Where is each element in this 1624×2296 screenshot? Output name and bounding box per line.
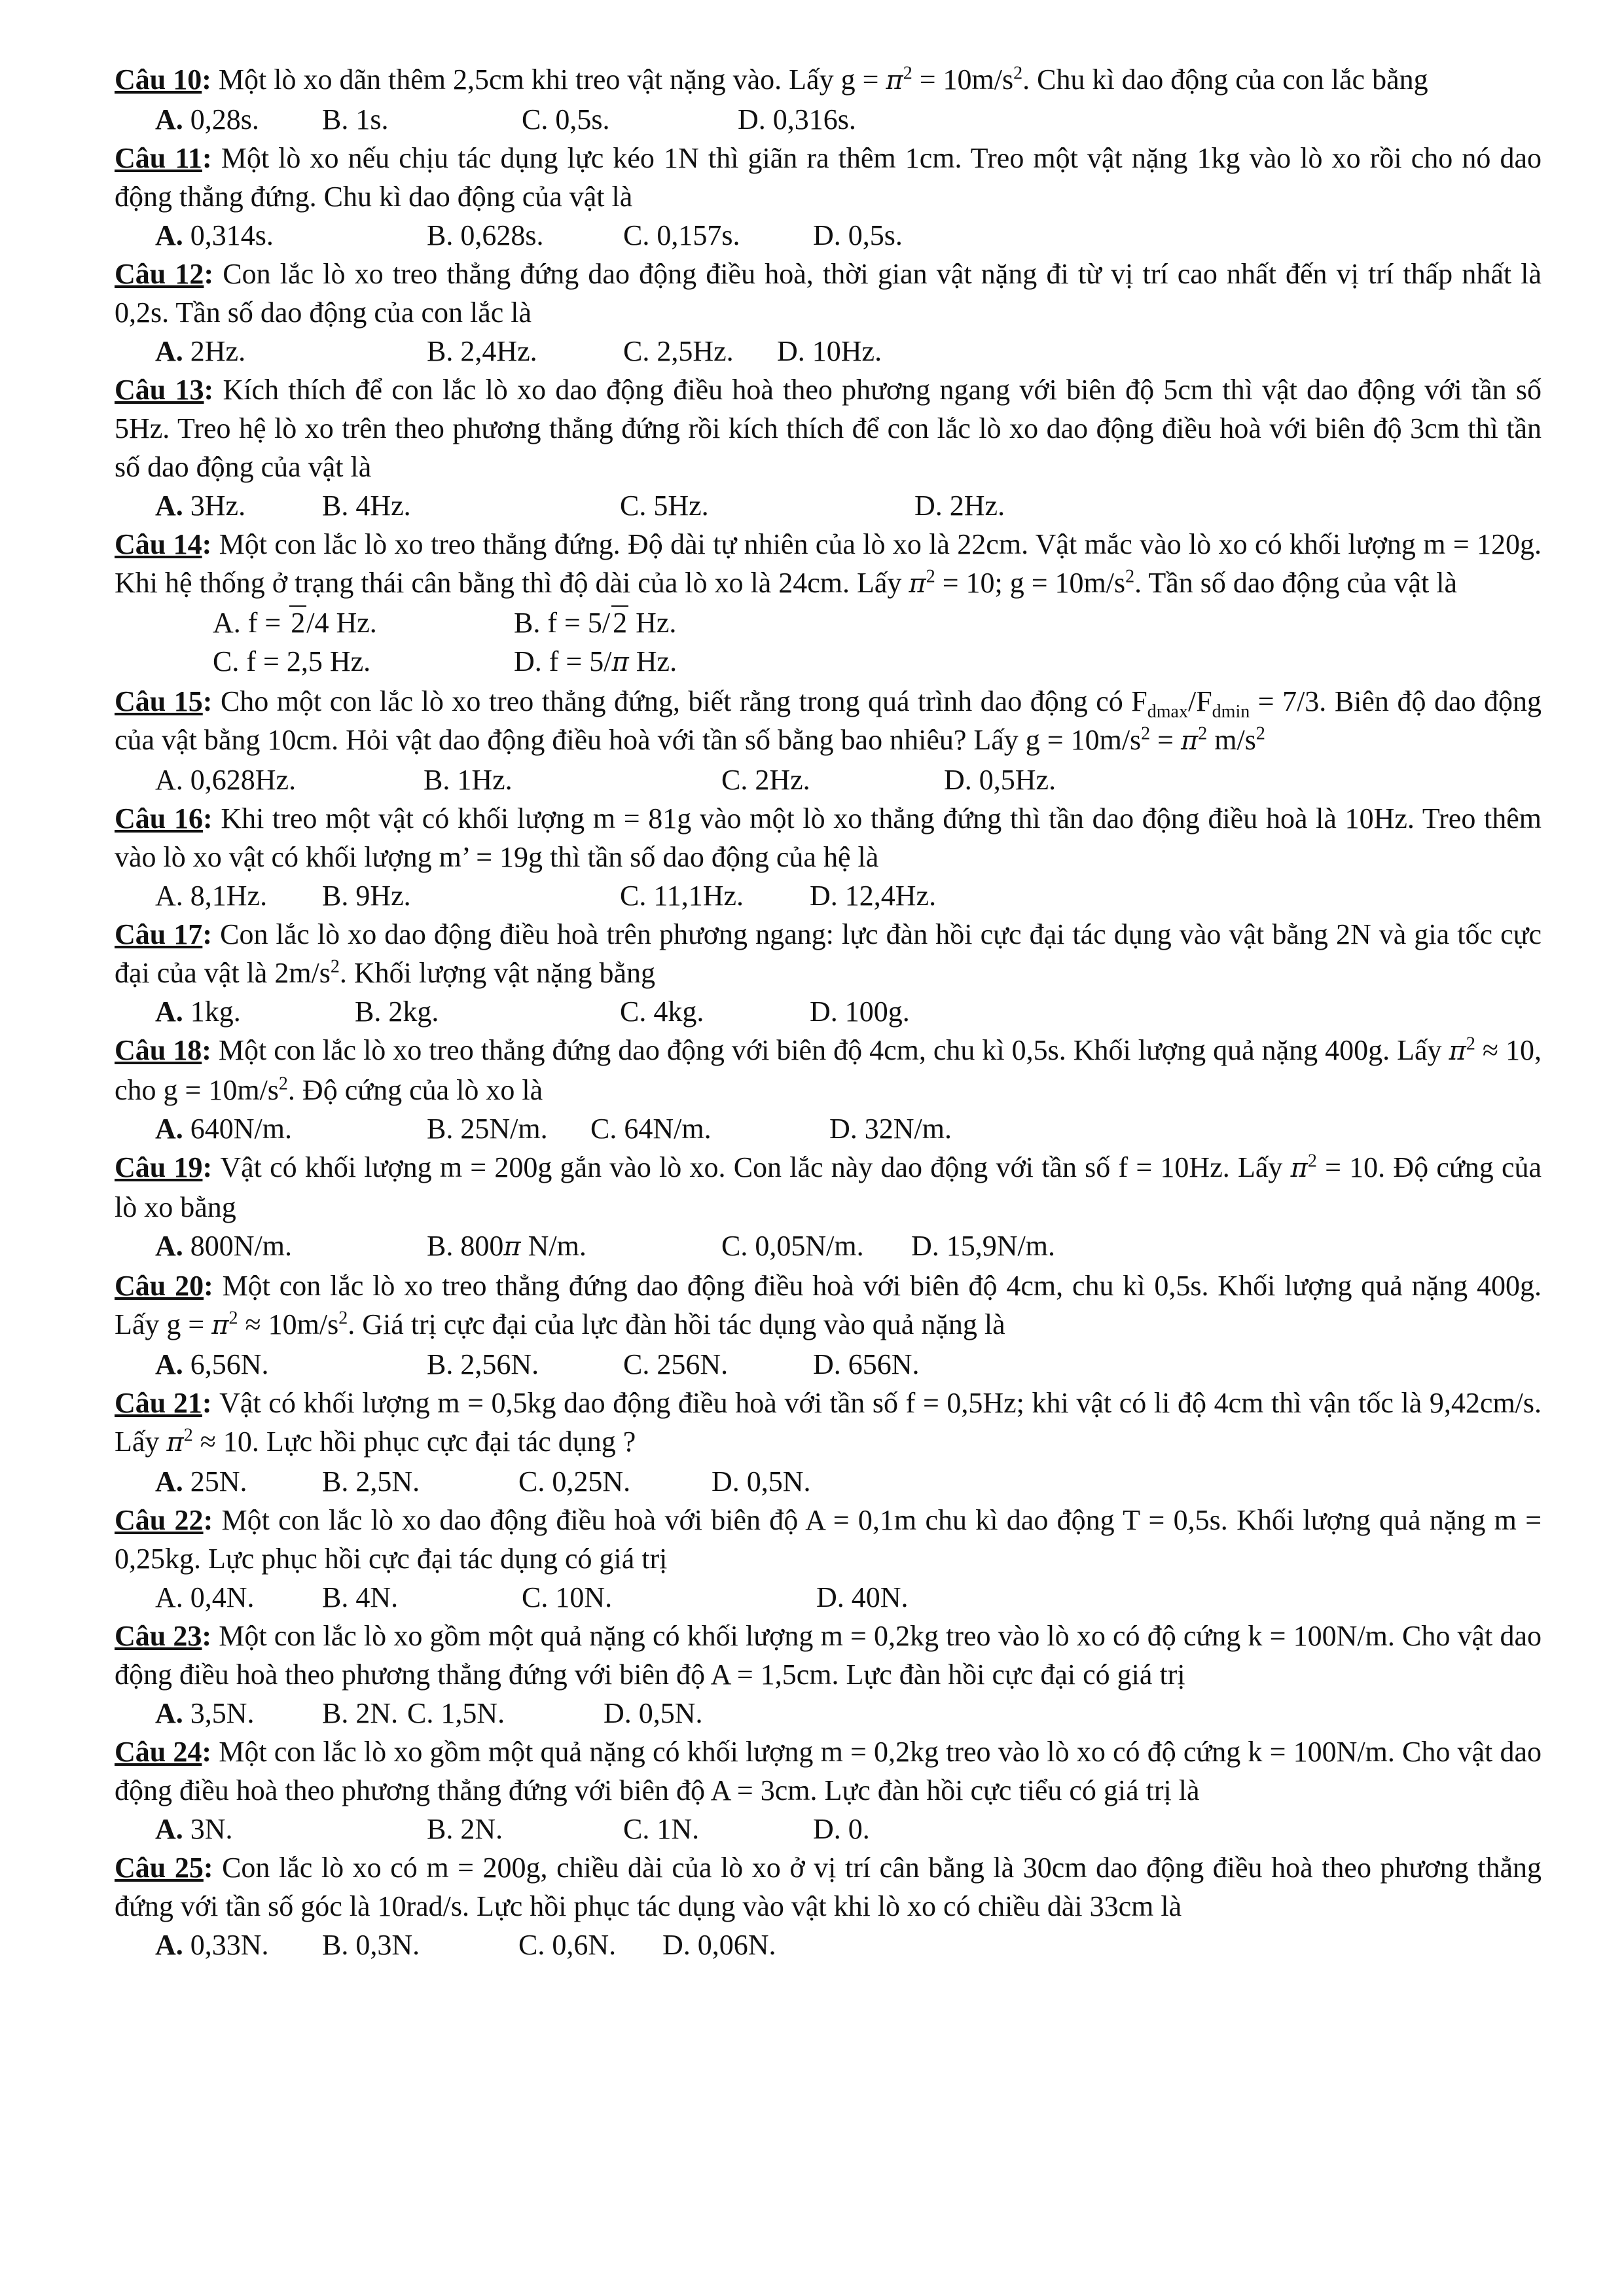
option-key: A. [155,1929,183,1961]
option-d [712,1462,811,1501]
option-text: 1kg. [190,996,241,1028]
option-text: 1Hz. [457,764,513,796]
option-b [322,876,620,915]
question-text: Một con lắc lò xo gồm một quả nặng có khối lượng m = 0,2kg treo vào lò xo có độ cứng k = 100N/m. Cho vật dao động điều hoà theo phương thẳng đứng với biên độ A = 3cm. Lực đàn hồi cực tiểu có giá trị là [115,1736,1542,1806]
option-key: A. [155,103,183,135]
option-d [944,761,1056,799]
options-row [115,761,1542,799]
option-text: 4Hz. [355,490,411,522]
option-text: 40N. [851,1581,909,1613]
option-key: D. [777,335,805,367]
option-key: A. [155,1465,183,1498]
option-key: B. [322,1697,349,1729]
option-text: 0,28s. [190,103,259,135]
option-text: 0,5s. [555,103,610,135]
options-row [115,1926,1542,1964]
option-text: 11,1Hz. [653,880,744,912]
question-label: Câu 20 [115,1270,204,1302]
option-text: 2,56N. [460,1348,539,1380]
option-text: 100g. [844,996,910,1028]
option-c [518,1926,662,1964]
option-key: D. [813,1813,841,1845]
option-text: 0,628s. [460,219,544,251]
option-text: 2,4Hz. [460,335,537,367]
question [115,1266,1542,1384]
question [115,525,1542,682]
question-label: Câu 16 [115,802,203,834]
option-text: 32N/m. [864,1113,952,1145]
option-key: A. [155,219,183,251]
option-key: D. [738,103,766,135]
question-stem: Câu 11: Một lò xo nếu chịu tác dụng lực kéo 1N thì giãn ra thêm 1cm. Treo một vật nặng 1kg vào lò xo rồi cho nó dao động thẳng đứng. Chu kì dao động của vật là [115,142,1542,213]
option-key: C. [623,335,650,367]
question-label: Câu 25 [115,1852,204,1884]
option-d [911,1227,1055,1266]
option-key: B. [322,1929,349,1961]
option-c [407,1694,604,1732]
options-row [115,1462,1542,1501]
option-text: 2Hz. [190,335,246,367]
option-text: 800π N/m. [460,1230,586,1262]
option-text: 0,6N. [552,1929,617,1961]
option-key: A. [155,490,183,522]
question-stem: Câu 20: Một con lắc lò xo treo thẳng đứng dao động điều hoà với biên độ 4cm, chu kì 0,5s. Khối lượng quả nặng 400g. Lấy $g = \pi^2 \approx 10m/s^2$. Giá trị cực đại của lực đàn hồi tác dụng vào quả nặng là [115,1270,1542,1340]
option-a [155,1578,322,1617]
options-row [115,1227,1542,1266]
option-key: C. [407,1697,434,1729]
question [115,1501,1542,1617]
option-b [322,1694,407,1732]
option-text: 0,628Hz. [190,764,297,796]
option-text: 2,5Hz. [657,335,734,367]
question-text: Con lắc lò xo có m = 200g, chiều dài của lò xo ở vị trí cân bằng là 30cm dao động điều hoà theo phương thẳng đứng với tần số góc là 10rad/s. Lực hồi phục tác dụng vào vật khi lò xo có chiều dài 33cm là [115,1852,1542,1922]
question-text: Một lò xo nếu chịu tác dụng lực kéo 1N thì giãn ra thêm 1cm. Treo một vật nặng 1kg vào lò xo rồi cho nó dao động thẳng đứng. Chu kì dao động của vật là [115,142,1542,213]
option-a [155,216,427,255]
option-b [514,603,676,642]
option-text: 0. [848,1813,870,1845]
option-key: A. [155,1348,183,1380]
option-a [155,761,424,799]
option-d [777,332,882,370]
option-key: B. [514,607,541,639]
option-text: f = 2/4 Hz. [247,607,377,639]
option-text: 1s. [355,103,389,135]
option-key: C. [213,645,240,677]
question [115,1848,1542,1964]
question-stem: Câu 14: Một con lắc lò xo treo thẳng đứng. Độ dài tự nhiên của lò xo là 22cm. Vật mắc vào lò xo có khối lượng m = 120g. Khi hệ thống ở trạng thái cân bằng thì độ dài của lò xo là 24cm. Lấy $\pi^2 = 10$; $g = 10m/s^2$. Tần số dao động của vật là [115,528,1542,599]
option-key: D. [662,1929,691,1961]
option-text: 2N. [355,1697,399,1729]
option-text: 3,5N. [190,1697,255,1729]
option-text: 3N. [190,1813,233,1845]
option-text: 0,3N. [355,1929,420,1961]
question-stem: Câu 24: Một con lắc lò xo gồm một quả nặng có khối lượng m = 0,2kg treo vào lò xo có độ cứng k = 100N/m. Cho vật dao động điều hoà theo phương thẳng đứng với biên độ A = 3cm. Lực đàn hồi cực tiểu có giá trị là [115,1736,1542,1806]
option-text: 10Hz. [812,335,882,367]
option-key: D. [914,490,943,522]
question-stem: Câu 16: Khi treo một vật có khối lượng m = 81g vào một lò xo thẳng đứng thì tần dao động điều hoà là 10Hz. Treo thêm vào lò xo vật có khối lượng m’ = 19g thì tần số dao động của hệ là [115,802,1542,873]
option-d [514,642,677,682]
option-text: 2kg. [388,996,439,1028]
option-text: 0,314s. [190,219,274,251]
option-b [322,486,620,525]
option-text: 2N. [460,1813,503,1845]
question [115,1031,1542,1148]
option-text: 25N/m. [460,1113,548,1145]
question-stem: Câu 15: Cho một con lắc lò xo treo thẳng đứng, biết rằng trong quá trình dao động có $F_{dmax}/F_{dmin} = 7/3$. Biên độ dao động của vật bằng 10cm. Hỏi vật dao động điều hoà với tần số bằng bao nhiêu? Lấy $g = 10m/s^2 = \pi^2$ $m/s^2$ [115,685,1542,756]
question-text: Một con lắc lò xo treo thẳng đứng dao động điều hoà với biên độ 4cm, chu kì 0,5s. Khối lượng quả nặng 400g. Lấy $g = \pi^2 \approx 10m/s^2$. Giá trị cực đại của lực đàn hồi tác dụng vào quả nặng là [115,1270,1542,1340]
options-row [115,1578,1542,1617]
question-stem: Câu 21: Vật có khối lượng m = 0,5kg dao động điều hoà với tần số f = 0,5Hz; khi vật có li độ 4cm thì vận tốc là 9,42cm/s. Lấy $\pi^2 \approx 10$. Lực hồi phục cực đại tác dụng ? [115,1387,1542,1458]
option-text: 0,33N. [190,1929,269,1961]
question-label: Câu 12 [115,258,204,290]
option-c [620,876,810,915]
options-row [115,1109,1542,1148]
option-key: C. [620,490,647,522]
option-a [155,1109,427,1148]
option-a [155,1810,427,1848]
option-c [721,761,944,799]
option-key: C. [721,764,748,796]
option-text: f = 2,5 Hz. [246,645,371,677]
option-key: A. [155,996,183,1028]
options-row [115,992,1542,1031]
option-a [155,100,322,139]
option-text: 15,9N/m. [946,1230,1056,1262]
question [115,1148,1542,1266]
option-key: D. [829,1113,857,1145]
option-text: 800N/m. [190,1230,293,1262]
question-text: Con lắc lò xo dao động điều hoà trên phương ngang: lực đàn hồi cực đại tác dụng vào vật bằng 2N và gia tốc cực đại của vật là $2m/s^2$. Khối lượng vật nặng bằng [115,918,1542,989]
question-text: Vật có khối lượng m = 0,5kg dao động điều hoà với tần số f = 0,5Hz; khi vật có li độ 4cm thì vận tốc là 9,42cm/s. Lấy $\pi^2 \approx 10$. Lực hồi phục cực đại tác dụng ? [115,1387,1542,1458]
option-text: 1N. [657,1813,700,1845]
option-key: C. [518,1929,545,1961]
option-c [522,100,738,139]
options-row [115,1345,1542,1384]
question-label: Câu 17 [115,918,203,950]
option-key: C. [518,1465,545,1498]
option-d [813,216,903,255]
option-key: D. [712,1465,740,1498]
option-c [623,332,777,370]
option-c [623,216,813,255]
option-a [155,332,427,370]
option-c [623,1345,813,1384]
question-label: Câu 14 [115,528,202,560]
question-text: Cho một con lắc lò xo treo thẳng đứng, biết rằng trong quá trình dao động có $F_{dmax}/F_{dmin} = 7/3$. Biên độ dao động của vật bằng 10cm. Hỏi vật dao động điều hoà với tần số bằng bao nhiêu? Lấy $g = 10m/s^2 = \pi^2$ $m/s^2$ [115,685,1542,756]
option-b [427,216,623,255]
option-key: C. [620,996,647,1028]
question [115,1384,1542,1501]
options-row [115,486,1542,525]
option-c [518,1462,712,1501]
option-text: f = 5/π Hz. [549,645,677,677]
option-a [155,1345,427,1384]
option-text: 9Hz. [355,880,411,912]
option-key: B. [427,1348,454,1380]
question [115,60,1542,139]
question-stem: Câu 19: Vật có khối lượng m = 200g gắn vào lò xo. Con lắc này dao động với tần số f = 10Hz. Lấy $\pi^2 = 10$. Độ cứng của lò xo bằng [115,1151,1542,1223]
option-text: 0,06N. [697,1929,776,1961]
question-label: Câu 18 [115,1034,202,1066]
option-a [155,1926,322,1964]
option-text: 3Hz. [190,490,246,522]
question [115,1732,1542,1848]
option-b [322,1462,518,1501]
option-d [813,1810,870,1848]
options-row [115,876,1542,915]
options-row [115,100,1542,139]
option-text: 0,4N. [190,1581,255,1613]
options-row [115,1694,1542,1732]
option-b [427,332,623,370]
option-key: C. [522,1581,549,1613]
option-key: A. [155,1113,183,1145]
option-text: 0,5N. [746,1465,811,1498]
option-d [829,1109,952,1148]
option-key: B. [427,1230,454,1262]
option-d [810,876,936,915]
option-key: D. [816,1581,844,1613]
option-a [213,603,514,642]
option-text: 0,157s. [657,219,740,251]
option-key: D. [944,764,972,796]
option-key: D. [810,880,838,912]
option-text: 0,05N/m. [755,1230,864,1262]
option-text: 0,5s. [848,219,903,251]
option-key: B. [427,219,454,251]
option-text: 0,5N. [638,1697,703,1729]
option-key: C. [522,103,549,135]
question [115,139,1542,255]
question-stem: Câu 18: Một con lắc lò xo treo thẳng đứng dao động với biên độ 4cm, chu kì 0,5s. Khối lượng quả nặng 400g. Lấy $\pi^2 \approx 10$, cho $g = 10m/s^2$. Độ cứng của lò xo là [115,1033,1542,1106]
option-key: A. [155,1697,183,1729]
option-a [155,876,322,915]
option-text: 25N. [190,1465,247,1498]
option-a [155,1227,427,1266]
option-text: 656N. [848,1348,920,1380]
option-key: B. [355,996,382,1028]
option-b [427,1810,623,1848]
question-text: Một lò xo dãn thêm 2,5cm khi treo vật nặng vào. Lấy $g = \pi^2 = 10m/s^2$. Chu kì dao động của con lắc bằng [218,63,1428,96]
option-key: B. [322,103,349,135]
option-key: B. [427,335,454,367]
option-text: 12,4Hz. [844,880,937,912]
option-c [623,1810,813,1848]
question-label: Câu 22 [115,1504,204,1536]
option-c [620,992,810,1031]
option-key: D. [810,996,838,1028]
option-b [355,992,620,1031]
option-key: B. [322,1465,349,1498]
question [115,915,1542,1031]
question-text: Khi treo một vật có khối lượng m = 81g vào một lò xo thẳng đứng thì tần dao động điều hoà là 10Hz. Treo thêm vào lò xo vật có khối lượng m’ = 19g thì tần số dao động của hệ là [115,802,1542,873]
option-d [810,992,910,1031]
options-row [115,603,1542,642]
question-stem: Câu 13: Kích thích để con lắc lò xo dao động điều hoà theo phương ngang với biên độ 5cm thì vật dao động với tần số 5Hz. Treo hệ lò xo trên theo phương thẳng đứng rồi kích thích để con lắc lò xo dao động điều hoà với biên độ 3cm thì tần số dao động của vật là [115,374,1542,483]
option-b [427,1227,721,1266]
option-text: 4N. [355,1581,399,1613]
option-b [427,1109,590,1148]
question-stem: Câu 10: Một lò xo dãn thêm 2,5cm khi treo vật nặng vào. Lấy $g = \pi^2 = 10m/s^2$. Chu kì dao động của con lắc bằng [115,63,1428,96]
question-label: Câu 11 [115,142,202,174]
options-row [115,332,1542,370]
option-key: A. [155,764,183,796]
option-d [914,486,1005,525]
question-text: Một con lắc lò xo gồm một quả nặng có khối lượng m = 0,2kg treo vào lò xo có độ cứng k = 100N/m. Cho vật dao động điều hoà theo phương thẳng đứng với biên độ A = 1,5cm. Lực đàn hồi cực đại có giá trị [115,1620,1542,1691]
option-b [424,761,721,799]
option-key: D. [813,1348,841,1380]
option-b [322,100,522,139]
option-text: 0,5Hz. [979,764,1056,796]
option-key: D. [604,1697,632,1729]
option-d [738,100,856,139]
options-row [115,216,1542,255]
option-key: A. [155,1581,183,1613]
question-label: Câu 21 [115,1387,202,1419]
option-key: C. [623,219,650,251]
question [115,1617,1542,1732]
option-key: D. [514,645,542,677]
question-stem: Câu 12: Con lắc lò xo treo thẳng đứng dao động điều hoà, thời gian vật nặng đi từ vị trí cao nhất đến vị trí thấp nhất là 0,2s. Tần số dao động của con lắc là [115,258,1542,329]
option-key: D. [911,1230,939,1262]
option-text: 8,1Hz. [190,880,268,912]
question-label: Câu 13 [115,374,204,406]
option-key: A. [155,880,183,912]
option-key: A. [213,607,241,639]
question [115,799,1542,915]
question [115,255,1542,370]
question-stem: Câu 22: Một con lắc lò xo dao động điều hoà với biên độ A = 0,1m chu kì dao động T = 0,5s. Khối lượng quả nặng m = 0,25kg. Lực phục hồi cực đại tác dụng có giá trị [115,1504,1542,1575]
question-text: Một con lắc lò xo treo thẳng đứng dao động với biên độ 4cm, chu kì 0,5s. Khối lượng quả nặng 400g. Lấy $\pi^2 \approx 10$, cho $g = 10m/s^2$. Độ cứng của lò xo là [115,1033,1542,1106]
question-label: Câu 10 [115,63,202,96]
option-key: B. [322,880,349,912]
option-c [522,1578,816,1617]
option-a [155,486,322,525]
question [115,682,1542,799]
option-c [590,1109,829,1148]
option-text: 2Hz. [755,764,810,796]
option-a [155,1462,322,1501]
option-key: A. [155,1813,183,1845]
document-page [115,60,1542,1964]
question-stem: Câu 23: Một con lắc lò xo gồm một quả nặng có khối lượng m = 0,2kg treo vào lò xo có độ cứng k = 100N/m. Cho vật dao động điều hoà theo phương thẳng đứng với biên độ A = 1,5cm. Lực đàn hồi cực đại có giá trị [115,1620,1542,1691]
option-key: C. [623,1813,650,1845]
question-text: Vật có khối lượng m = 200g gắn vào lò xo. Con lắc này dao động với tần số f = 10Hz. Lấy $\pi^2 = 10$. Độ cứng của lò xo bằng [115,1151,1542,1223]
option-d [662,1926,776,1964]
option-text: 0,25N. [552,1465,631,1498]
option-key: B. [427,1113,454,1145]
option-b [322,1578,522,1617]
option-c [721,1227,911,1266]
option-text: f = 5/2 Hz. [547,607,677,639]
option-key: B. [424,764,450,796]
option-d [604,1694,703,1732]
option-text: 1,5N. [441,1697,505,1729]
option-key: B. [322,1581,349,1613]
option-d [816,1578,909,1617]
option-key: C. [721,1230,748,1262]
question-text: Kích thích để con lắc lò xo dao động điều hoà theo phương ngang với biên độ 5cm thì vật dao động với tần số 5Hz. Treo hệ lò xo trên theo phương thẳng đứng rồi kích thích để con lắc lò xo dao động điều hoà với biên độ 3cm thì tần số dao động của vật là [115,374,1542,483]
option-text: 256N. [657,1348,729,1380]
option-b [322,1926,518,1964]
option-text: 640N/m. [190,1113,293,1145]
question-label: Câu 23 [115,1620,202,1652]
option-a [155,1694,322,1732]
option-key: D. [813,219,841,251]
options-row [115,642,1542,682]
option-d [813,1345,920,1384]
question-stem: Câu 17: Con lắc lò xo dao động điều hoà trên phương ngang: lực đàn hồi cực đại tác dụng vào vật bằng 2N và gia tốc cực đại của vật là $2m/s^2$. Khối lượng vật nặng bằng [115,918,1542,989]
option-text: 2,5N. [355,1465,420,1498]
question-stem: Câu 25: Con lắc lò xo có m = 200g, chiều dài của lò xo ở vị trí cân bằng là 30cm dao động điều hoà theo phương thẳng đứng với tần số góc là 10rad/s. Lực hồi phục tác dụng vào vật khi lò xo có chiều dài 33cm là [115,1852,1542,1922]
option-key: A. [155,1230,183,1262]
question [115,370,1542,525]
option-text: 5Hz. [653,490,709,522]
option-key: A. [155,335,183,367]
question-label: Câu 15 [115,685,203,717]
question-label: Câu 24 [115,1736,202,1768]
option-text: 4kg. [653,996,704,1028]
question-label: Câu 19 [115,1151,203,1183]
option-key: C. [620,880,647,912]
option-text: 0,316s. [772,103,856,135]
question-text: Một con lắc lò xo dao động điều hoà với biên độ A = 0,1m chu kì dao động T = 0,5s. Khối lượng quả nặng m = 0,25kg. Lực phục hồi cực đại tác dụng có giá trị [115,1504,1542,1575]
options-row [115,1810,1542,1848]
question-text: Con lắc lò xo treo thẳng đứng dao động điều hoà, thời gian vật nặng đi từ vị trí cao nhất đến vị trí thấp nhất là 0,2s. Tần số dao động của con lắc là [115,258,1542,329]
option-text: 64N/m. [624,1113,712,1145]
option-text: 10N. [555,1581,613,1613]
option-c [213,642,514,682]
option-key: C. [590,1113,617,1145]
question-text: Một con lắc lò xo treo thẳng đứng. Độ dài tự nhiên của lò xo là 22cm. Vật mắc vào lò xo có khối lượng m = 120g. Khi hệ thống ở trạng thái cân bằng thì độ dài của lò xo là 24cm. Lấy $\pi^2 = 10$; $g = 10m/s^2$. Tần số dao động của vật là [115,528,1542,599]
option-c [620,486,914,525]
option-text: 2Hz. [949,490,1005,522]
option-text: 6,56N. [190,1348,269,1380]
option-b [427,1345,623,1384]
option-key: B. [322,490,349,522]
option-key: B. [427,1813,454,1845]
option-a [155,992,355,1031]
option-key: C. [623,1348,650,1380]
